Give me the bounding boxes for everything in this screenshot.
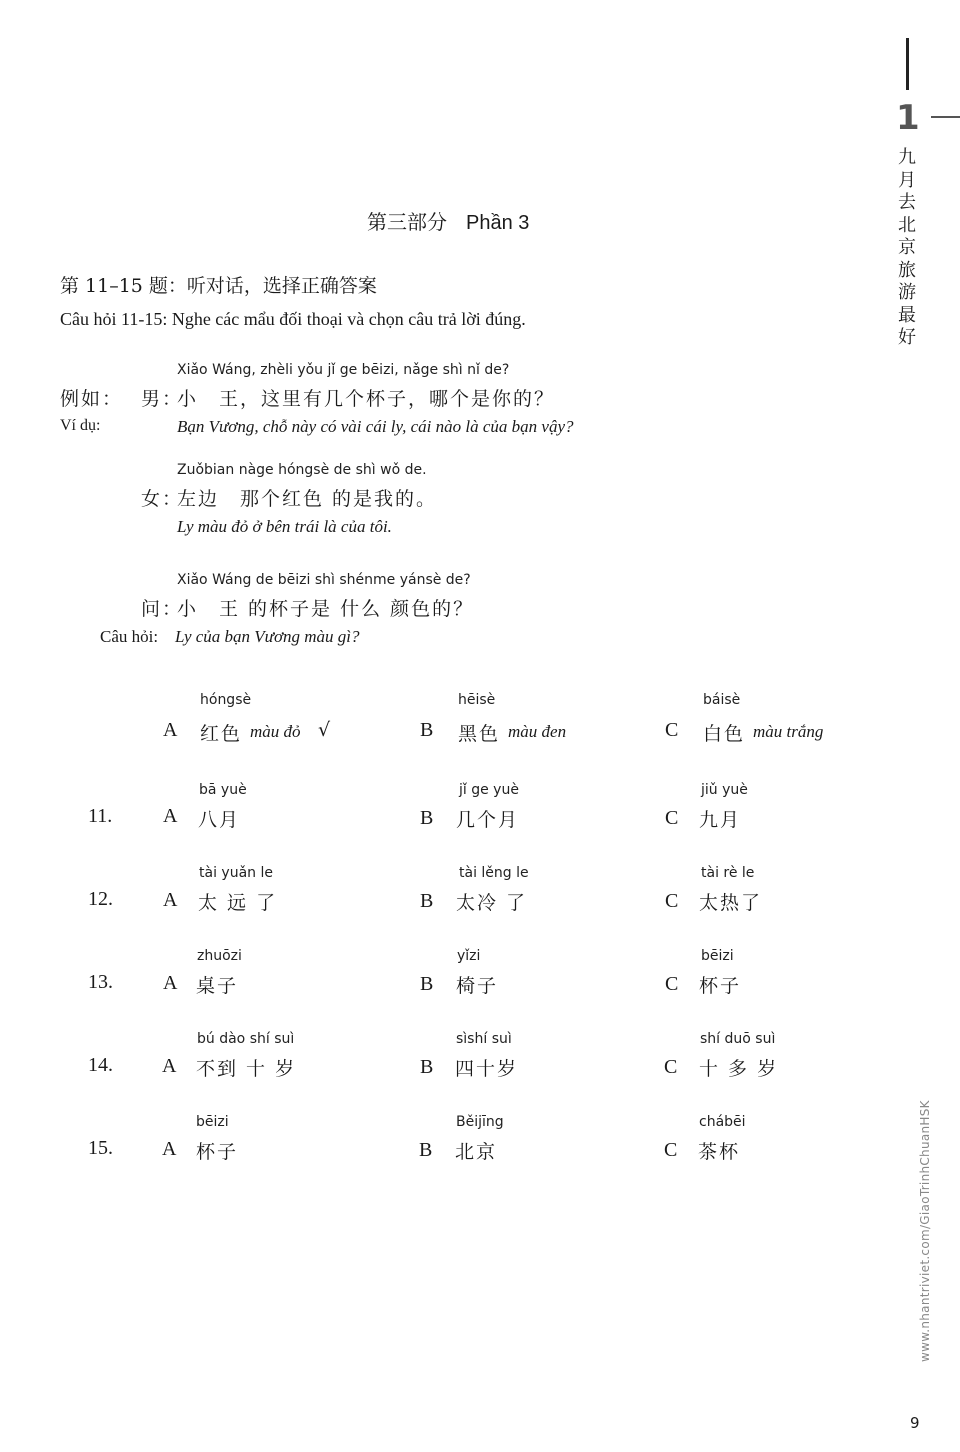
example-option-c-pinyin: báisè (703, 692, 741, 708)
example-option-c-vi: màu trắng (753, 722, 824, 741)
option-a-pinyin: zhuōzi (197, 948, 242, 964)
example-option-c-cn: 白色 (703, 723, 746, 745)
option-c-pinyin: chábēi (699, 1114, 746, 1130)
option-a-pinyin: tài yuǎn le (199, 865, 273, 881)
option-b-cn: 四十岁 (455, 1058, 519, 1080)
example-line1-pinyin: Xiǎo Wáng, zhèli yǒu jǐ ge bēizi, nǎge shì nǐ de? (177, 362, 510, 378)
option-a-letter[interactable]: A (162, 1138, 177, 1160)
option-b-pinyin: sìshí suì (456, 1031, 512, 1047)
chapter-rule-vertical (906, 38, 909, 90)
option-a-pinyin: bā yuè (199, 782, 247, 798)
checkmark-icon: √ (318, 719, 331, 741)
option-c-cn: 九月 (699, 809, 742, 831)
watermark-url: www.nhantriviet.com/GiaoTrinhChuanHSK (918, 1100, 932, 1362)
option-b-pinyin: Běijīng (456, 1114, 504, 1130)
question-number: 12. (88, 888, 113, 910)
example-option-a-vi: màu đỏ (250, 722, 301, 741)
example-option-b-pinyin: hēisè (458, 692, 496, 708)
option-b-pinyin: jǐ ge yuè (459, 782, 519, 798)
question-number: 13. (88, 971, 113, 993)
example-line2-pinyin: Zuǒbian nàge hóngsè de shì wǒ de. (177, 462, 427, 478)
chapter-title-vertical: 九月去北京旅游最好 (898, 147, 916, 348)
example-line2-vi: Ly màu đỏ ở bên trái là của tôi. (177, 517, 392, 536)
section-heading (367, 206, 529, 235)
question-number: 15. (88, 1137, 113, 1159)
chapter-rule-horizontal (931, 116, 960, 118)
example-question-speaker: 问： (141, 598, 184, 620)
question-number: 14. (88, 1054, 113, 1076)
option-b-cn: 椅子 (456, 975, 499, 997)
example-line1-speaker: 男： (141, 388, 184, 410)
option-c-letter[interactable]: C (665, 807, 679, 829)
example-label-vi: Ví dụ: (60, 417, 101, 434)
option-a-cn: 八月 (198, 809, 241, 831)
example-line2-speaker: 女： (141, 488, 184, 510)
option-b-letter[interactable]: B (420, 890, 434, 912)
section-title-cn: 第三部分 (367, 210, 447, 234)
option-c-letter[interactable]: C (664, 1139, 678, 1161)
instruction-cn: 第 11–15 题：听对话，选择正确答案 (60, 275, 377, 297)
option-c-cn: 太热了 (699, 892, 763, 914)
example-label-cn: 例如： (60, 388, 124, 410)
option-c-cn: 茶杯 (698, 1141, 741, 1163)
example-line2-cn: 左边 那个红色 的是我的。 (177, 488, 438, 510)
chapter-number: 1 (896, 98, 920, 138)
example-option-a-cn: 红色 (200, 723, 243, 745)
example-option-a-letter: A (163, 719, 178, 741)
option-a-letter[interactable]: A (163, 972, 178, 994)
option-b-pinyin: tài lěng le (459, 865, 529, 881)
example-option-b-vi: màu đen (508, 722, 567, 741)
option-a-letter[interactable]: A (163, 805, 178, 827)
option-a-cn: 太 远 了 (198, 892, 278, 914)
example-line1-cn: 小 王，这里有几个杯子，哪个是你的？ (177, 388, 556, 410)
option-a-letter[interactable]: A (163, 889, 178, 911)
option-a-pinyin: bú dào shí suì (197, 1031, 295, 1047)
option-c-cn: 十 多 岁 (699, 1058, 779, 1080)
option-b-letter[interactable]: B (420, 807, 434, 829)
option-c-cn: 杯子 (699, 975, 742, 997)
option-b-cn: 太冷 了 (456, 892, 528, 914)
option-c-pinyin: jiǔ yuè (701, 782, 748, 798)
example-option-b-cn: 黑色 (458, 723, 501, 745)
question-number: 11. (88, 805, 113, 827)
option-a-letter[interactable]: A (162, 1055, 177, 1077)
option-b-letter[interactable]: B (420, 973, 434, 995)
option-c-pinyin: shí duō suì (700, 1031, 776, 1047)
option-a-cn: 不到 十 岁 (196, 1058, 297, 1080)
example-question-vi-label: Câu hỏi: (100, 627, 159, 646)
page-number: 9 (910, 1414, 920, 1432)
example-option-b-letter: B (420, 719, 434, 741)
example-question-vi: Ly của bạn Vương màu gì? (175, 627, 360, 646)
option-c-pinyin: tài rè le (701, 865, 755, 881)
option-a-cn: 杯子 (196, 1141, 239, 1163)
example-question-cn: 小 王 的杯子是 什么 颜色的？ (177, 598, 475, 620)
option-a-cn: 桌子 (196, 975, 239, 997)
option-b-cn: 几个月 (456, 809, 520, 831)
option-b-letter[interactable]: B (419, 1139, 433, 1161)
option-b-cn: 北京 (455, 1141, 498, 1163)
option-c-letter[interactable]: C (664, 1056, 678, 1078)
example-question-pinyin: Xiǎo Wáng de bēizi shì shénme yánsè de? (177, 572, 471, 588)
option-c-letter[interactable]: C (665, 973, 679, 995)
option-b-letter[interactable]: B (420, 1056, 434, 1078)
instruction-vi: Câu hỏi 11-15: Nghe các mẩu đối thoại và chọn câu trả lời đúng. (60, 309, 526, 329)
option-c-pinyin: bēizi (701, 948, 734, 964)
example-line1-vi: Bạn Vương, chỗ này có vài cái ly, cái nào là của bạn vậy? (177, 417, 574, 436)
option-c-letter[interactable]: C (665, 890, 679, 912)
option-a-pinyin: bēizi (196, 1114, 229, 1130)
section-title-vi: Phần 3 (466, 212, 530, 234)
example-option-c-letter: C (665, 719, 679, 741)
option-b-pinyin: yǐzi (457, 948, 481, 964)
example-option-a-pinyin: hóngsè (200, 692, 252, 708)
